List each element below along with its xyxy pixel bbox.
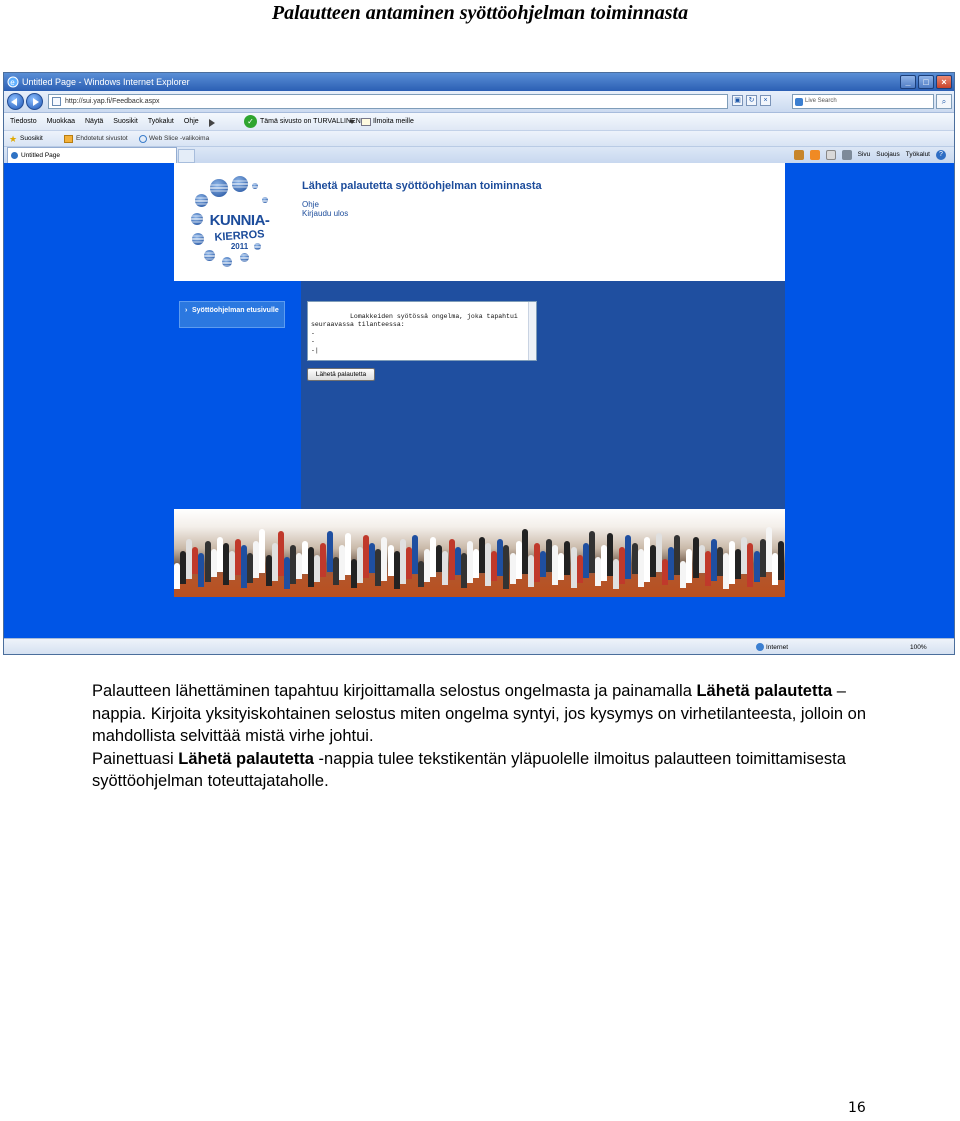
runner-figure xyxy=(510,553,516,584)
kunniakierros-logo xyxy=(182,173,282,273)
runner-figure xyxy=(705,551,711,586)
runner-figure xyxy=(394,551,400,589)
runner-figure xyxy=(436,545,442,572)
runner-figure xyxy=(412,535,418,574)
textarea-scrollbar[interactable] xyxy=(528,302,536,360)
runner-figure xyxy=(198,553,204,587)
logo-line1: KUNNIA- xyxy=(209,212,270,229)
feedback-text: Lomakkeiden syötössä ongelma, joka tapahtui seuraavassa tilanteessa: - - -| xyxy=(311,312,518,354)
runner-figure xyxy=(223,543,229,585)
address-tools xyxy=(732,95,771,106)
menu-view[interactable]: Näytä xyxy=(85,118,104,125)
runner-figure xyxy=(723,553,729,589)
runner-figure xyxy=(327,531,333,572)
page-viewport xyxy=(4,163,954,638)
report-link[interactable]: Ilmoita meille xyxy=(373,118,414,125)
page-title: Lähetä palautetta syöttöohjelman toiminnasta xyxy=(302,180,542,192)
runner-figure xyxy=(741,537,747,574)
runner-figure xyxy=(644,537,650,582)
runner-figure xyxy=(528,555,534,587)
runner-figure xyxy=(546,539,552,572)
search-button[interactable] xyxy=(936,94,952,109)
search-placeholder: Live Search xyxy=(805,98,837,104)
runner-figure xyxy=(259,529,265,573)
runner-figure xyxy=(369,543,375,573)
status-bar xyxy=(4,638,954,655)
live-search-icon xyxy=(795,98,803,106)
runner-figure xyxy=(430,537,436,577)
runner-figure xyxy=(174,563,180,589)
runner-figure xyxy=(619,547,625,584)
stop-icon[interactable]: × xyxy=(760,95,771,106)
paragraph-bold-2: Lähetä palautetta xyxy=(178,749,314,768)
runner-figure xyxy=(693,537,699,578)
runner-figure xyxy=(632,543,638,574)
runner-figure xyxy=(534,543,540,582)
magnifier-icon: ⌕ xyxy=(941,97,947,106)
runner-figure xyxy=(284,557,290,589)
runner-figure xyxy=(247,553,253,583)
logo-dot xyxy=(240,253,249,262)
runner-figure xyxy=(668,547,674,580)
runner-figure xyxy=(388,545,394,576)
chevron-down-icon[interactable] xyxy=(349,120,355,124)
runner-figure xyxy=(558,553,564,580)
help-link[interactable]: Ohje xyxy=(302,200,319,209)
runner-figure xyxy=(522,529,528,574)
runner-figure xyxy=(314,555,320,582)
runner-figure xyxy=(754,551,760,582)
send-feedback-button[interactable]: Lähetä palautetta xyxy=(307,368,375,381)
chevron-right-icon: › xyxy=(185,307,188,314)
runner-figure xyxy=(192,547,198,574)
runner-figure xyxy=(296,553,302,579)
runner-figure xyxy=(186,539,192,579)
security-zone[interactable] xyxy=(766,639,788,655)
runner-figure xyxy=(479,537,485,573)
internet-explorer-icon xyxy=(7,76,19,88)
runner-figure xyxy=(711,539,717,581)
runner-figure xyxy=(406,547,412,579)
read-mail-icon[interactable] xyxy=(826,150,836,160)
runner-figure xyxy=(589,531,595,573)
runner-figure xyxy=(735,549,741,579)
toolbar-arrow-icon[interactable] xyxy=(209,119,215,127)
runner-figure xyxy=(516,541,522,579)
site-safety-status[interactable]: Tämä sivusto on TURVALLINEN xyxy=(260,118,361,125)
close-button[interactable]: × xyxy=(936,75,952,89)
runner-figure xyxy=(583,543,589,578)
runner-figure xyxy=(180,551,186,584)
runner-figure xyxy=(503,545,509,589)
runner-figure xyxy=(235,539,241,575)
runner-figure xyxy=(449,539,455,580)
page-number: 16 xyxy=(848,1100,866,1116)
runner-figure xyxy=(601,545,607,581)
page-menu[interactable]: Sivu xyxy=(857,151,871,158)
tools-menu[interactable]: Työkalut xyxy=(905,151,930,158)
logo-year: 2011 xyxy=(230,242,249,251)
favorites-button[interactable]: Suosikit xyxy=(20,135,43,142)
menu-edit[interactable]: Muokkaa xyxy=(46,118,75,125)
menu-tools[interactable]: Työkalut xyxy=(147,118,174,125)
runner-figure xyxy=(662,559,668,585)
window-title: Untitled Page - Windows Internet Explorer xyxy=(22,77,190,87)
runner-figure xyxy=(577,555,583,583)
print-icon[interactable] xyxy=(842,150,852,160)
command-bar xyxy=(794,147,946,163)
runner-figure xyxy=(381,537,387,581)
logo-dot xyxy=(222,257,232,267)
runner-figure xyxy=(345,533,351,575)
logo-dot xyxy=(252,183,258,189)
logo-dot xyxy=(210,179,228,197)
runner-figure xyxy=(607,533,613,576)
runner-figure xyxy=(650,545,656,577)
runner-figure xyxy=(467,541,473,583)
svg-text:e: e xyxy=(10,78,15,87)
logo-dot xyxy=(195,194,208,207)
runner-figure xyxy=(442,551,448,585)
runner-figure xyxy=(320,543,326,577)
address-bar xyxy=(4,91,954,113)
runner-figure xyxy=(680,561,686,588)
home-page-link[interactable] xyxy=(179,301,285,328)
runner-figure xyxy=(333,557,339,585)
paragraph-part-2: –nappia. Kirjoita yksityiskohtainen selostus miten ongelma syntyi, jos kysymys on virhetilanteesta, jolloin on mahdollista selvittää mistä virhe johtui. xyxy=(92,682,867,745)
runner-figure xyxy=(656,533,662,572)
tab-bar xyxy=(4,147,954,163)
logo-dot xyxy=(262,197,268,203)
runner-figure xyxy=(571,547,577,588)
runner-figure xyxy=(278,531,284,576)
runner-figure xyxy=(613,559,619,589)
runner-figure xyxy=(686,549,692,583)
runner-figure xyxy=(674,535,680,575)
runner-figure xyxy=(625,535,631,579)
runner-figure xyxy=(717,547,723,576)
runner-figure xyxy=(473,549,479,578)
runner-figure xyxy=(400,539,406,584)
window-controls xyxy=(900,75,952,89)
star-icon: ★ xyxy=(9,134,18,144)
paragraph-part-4: -nappia tulee tekstikentän yläpuolelle ilmoitus palautteen toimittamisesta syöttöohjelman toteuttajataholle. xyxy=(92,749,846,790)
runner-figure xyxy=(241,545,247,588)
logo-dot xyxy=(232,176,248,192)
runner-figure xyxy=(217,537,223,572)
runner-figure xyxy=(375,549,381,586)
home-page-link-label: Syöttöohjelman etusivulle xyxy=(192,307,279,314)
runner-figure xyxy=(491,551,497,581)
runners-banner-image xyxy=(174,509,785,597)
menu-favorites[interactable]: Suosikit xyxy=(113,118,138,125)
window-titlebar xyxy=(4,73,954,91)
runner-figure xyxy=(308,547,314,587)
runner-figure xyxy=(772,553,778,585)
forward-button[interactable] xyxy=(26,93,43,110)
favorites-bar xyxy=(4,131,954,147)
runner-figure xyxy=(211,549,217,577)
document-header-title: Palautteen antaminen syöttöohjelman toiminnasta xyxy=(271,2,689,24)
runner-figure xyxy=(205,541,211,582)
runner-figure xyxy=(497,539,503,576)
minimize-button[interactable]: _ xyxy=(900,75,916,89)
paragraph-part-1: Palautteen lähettäminen tapahtuu kirjoittamalla selostus ongelmasta ja painamalla xyxy=(92,682,697,700)
feedback-textarea[interactable] xyxy=(307,301,537,361)
logo-text xyxy=(202,213,277,252)
tab-label: Untitled Page xyxy=(21,152,61,159)
runner-figure xyxy=(638,549,644,587)
runner-figure xyxy=(351,559,357,588)
suggested-sites-link[interactable]: Ehdotetut sivustot xyxy=(76,135,128,142)
runner-figure xyxy=(266,555,272,586)
globe-icon xyxy=(756,643,764,651)
zoom-level[interactable]: 100% xyxy=(910,644,927,651)
runner-figure xyxy=(363,535,369,578)
runner-figure xyxy=(424,549,430,582)
new-tab-button[interactable] xyxy=(178,149,195,163)
runner-figure xyxy=(272,543,278,581)
runner-figure xyxy=(229,551,235,580)
address-text: http://sui.yap.fi/Feedback.aspx xyxy=(65,98,160,105)
menu-bar xyxy=(4,113,954,131)
runner-figure xyxy=(760,539,766,577)
search-input[interactable] xyxy=(792,94,934,109)
runner-figure xyxy=(540,551,546,577)
page-favicon-icon xyxy=(11,152,18,159)
security-zone-label: Internet xyxy=(766,644,789,651)
runner-figure xyxy=(766,527,772,572)
maximize-button[interactable]: □ xyxy=(918,75,934,89)
runner-figure xyxy=(461,553,467,588)
feeds-icon[interactable] xyxy=(810,150,820,160)
runner-figure xyxy=(552,545,558,585)
paragraph-bold-1: Lähetä palautetta xyxy=(696,682,833,700)
runner-figure xyxy=(455,547,461,575)
runner-figure xyxy=(418,561,424,587)
feedback-site xyxy=(174,163,785,597)
address-input[interactable] xyxy=(48,94,728,109)
back-arrow-icon xyxy=(11,98,17,106)
back-button[interactable] xyxy=(7,93,24,110)
runner-figure xyxy=(357,547,363,583)
runner-figure xyxy=(564,541,570,575)
safety-menu[interactable]: Suojaus xyxy=(876,151,900,158)
runner-figure xyxy=(595,557,601,586)
runner-figure xyxy=(729,541,735,584)
runner-figure xyxy=(302,541,308,574)
browser-window xyxy=(3,72,955,655)
tab-untitled-page[interactable] xyxy=(7,147,177,163)
menu-help[interactable]: Ohje xyxy=(183,118,199,125)
runner-figure xyxy=(485,543,491,586)
site-header xyxy=(174,163,785,281)
runner-figure xyxy=(253,541,259,578)
feedback-form xyxy=(301,281,785,509)
web-slice-icon xyxy=(139,135,147,143)
compatibility-view-icon[interactable]: ▣ xyxy=(732,95,743,106)
mail-icon xyxy=(361,118,371,126)
suggested-sites-icon xyxy=(64,135,73,143)
runner-figure xyxy=(778,541,784,580)
paragraph-part-3: Painettuasi xyxy=(92,749,179,768)
refresh-icon[interactable]: ↻ xyxy=(746,95,757,106)
web-slice-link[interactable]: Web Slice -valikoima xyxy=(149,135,210,142)
home-icon[interactable] xyxy=(794,150,804,160)
runner-figure xyxy=(290,545,296,584)
safe-site-check-icon: ✓ xyxy=(244,115,257,128)
page-icon xyxy=(52,97,61,106)
runner-figure xyxy=(747,543,753,587)
menu-file[interactable]: Tiedosto xyxy=(10,118,37,125)
instruction-paragraph xyxy=(92,680,892,793)
runner-figure xyxy=(699,545,705,573)
forward-arrow-icon xyxy=(33,98,39,106)
runner-figure xyxy=(339,545,345,580)
logout-link[interactable]: Kirjaudu ulos xyxy=(302,209,349,218)
help-icon[interactable]: ? xyxy=(936,150,946,160)
logo-line2: KIERROS xyxy=(214,228,265,244)
